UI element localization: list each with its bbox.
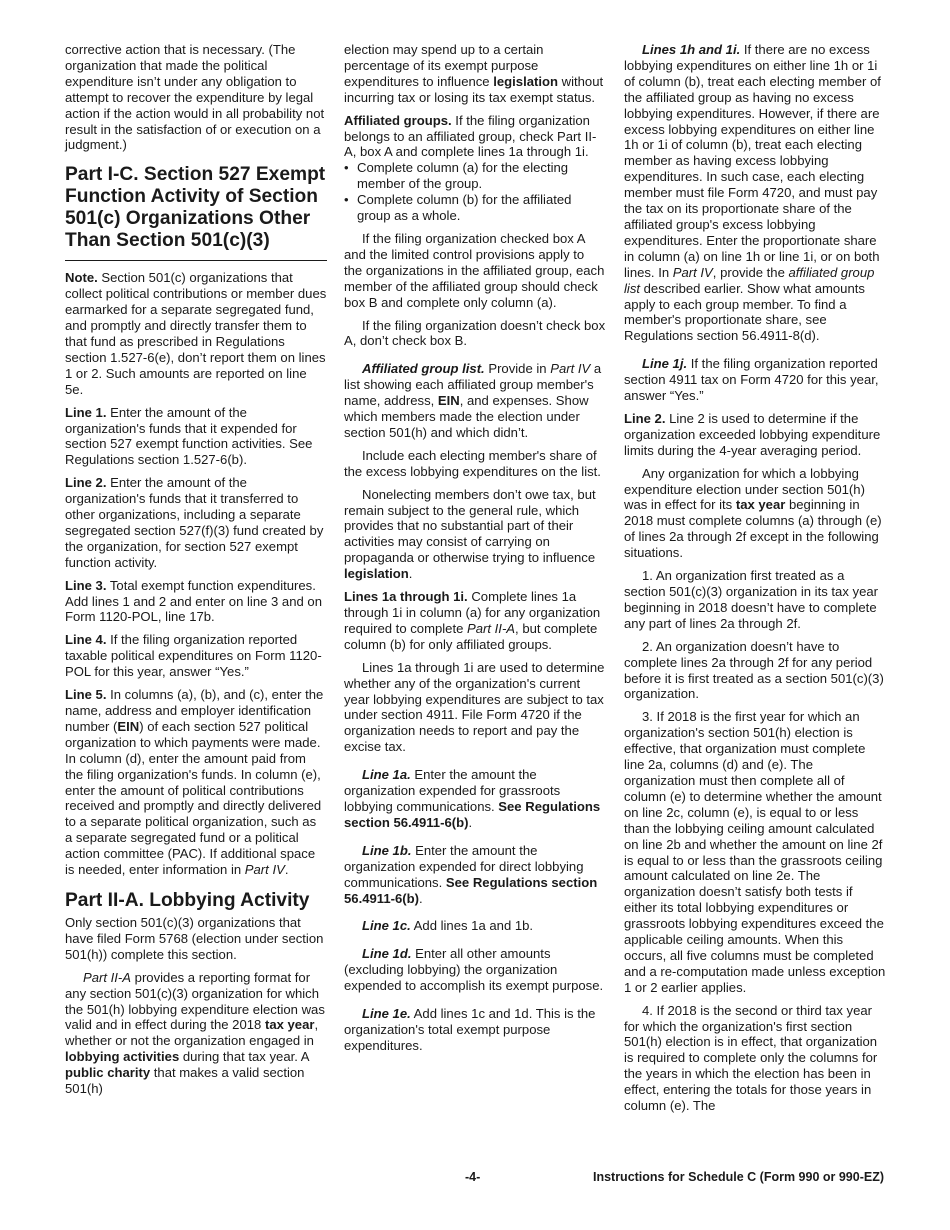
legislation-term: legislation [344, 566, 409, 582]
heading-part-ii-a: Part II-A. Lobbying Activity [65, 889, 310, 911]
box-a-paragraph: If the filing organization checked box A and the limited control provisions apply to the organizations in the affiliated group, each member of the affiliated group should check box B and complete only column (a). [344, 230, 605, 310]
line-1b-paragraph [344, 843, 606, 907]
part-ii-a-ref: Part II-A [83, 969, 132, 985]
regulations-reference: See Regulations section 56.4911-6(b) [344, 874, 598, 906]
line-3-text: Total exempt function expenditures. Add lines 1 and 2 and enter on line 3 and on Form 1120-POL, line 17b. [65, 577, 322, 625]
line-1-label: Line 1. [65, 404, 107, 420]
line-4-paragraph [65, 632, 327, 680]
any-organization-text: Any organization for which a lobbying expenditure election under section 501(h) was in effect for its [624, 465, 865, 513]
include-paragraph: Include each electing member's share of the excess lobbying expenditures on the list. [344, 447, 601, 479]
bullet-icon: • [344, 192, 349, 208]
line-4-label: Line 4. [65, 632, 107, 648]
agl-text-2: a list showing each affiliated group member's name, address, [344, 361, 602, 409]
affiliated-groups-paragraph [344, 113, 606, 161]
column-right [624, 42, 886, 1121]
part-iv-ref: Part IV [244, 862, 285, 878]
line-2-text: Enter the amount of the organization's funds that it transferred to other organizations, including a separate segregated section 527(f)(3) fund created by the organization, for section 527 exempt function activity. [65, 475, 324, 570]
nonelecting-end: . [408, 566, 413, 582]
bullet-text: Complete column (a) for the electing member of the group. [357, 160, 569, 192]
column-left [65, 42, 327, 1104]
line-2-paragraph [624, 411, 886, 459]
public-charity-term: public charity [65, 1065, 151, 1081]
lines-1h-1i-text: If there are no excess lobbying expenditures on either line 1h or 1i of column (b), treat each electing member of the affiliated group as having no excess lobbying expenditures. However, if there are excess lobbying expenditures on either line 1h or 1i of column (b), treat each electing member as having excess lobbying expenditures. In such case, each electing member must file Form 4720, and must pay the tax on its proportionate share of the affiliated group's excess lobbying expenditures. Enter the proportionate share in column (a) on line 1h or line 1i, or on both lines. In [624, 42, 881, 280]
line-1a-label: Line 1a. [362, 767, 411, 783]
line-5-paragraph [65, 687, 327, 878]
line-1a-text: Enter the amount the organization expended for grassroots lobbying communications. [344, 767, 561, 814]
list-item: 4. If 2018 is the second or third tax year for which the organization's first section 501(h) election is in effect, that organization is required to complete only the columns for the years in which the election has been in effect, entering the totals for those years in column (e). The [624, 1002, 878, 1114]
continuation-text: election may spend up to a certain percentage of its exempt purpose expenditures to influence [344, 42, 544, 89]
affiliated-group-list-paragraph [344, 361, 606, 441]
lines-1h-1i-paragraph [624, 42, 886, 344]
ein-term: EIN [437, 393, 460, 409]
lines-1a-1i-text: Complete lines 1a through 1i in column (a) for any organization required to complete [344, 589, 601, 636]
line-1e-text: Add lines 1c and 1d. This is the organization's total exempt purpose expenditures. [344, 1006, 596, 1053]
paragraph-continuation [344, 42, 606, 106]
legislation-term: legislation [493, 73, 558, 89]
line-3-paragraph [65, 578, 327, 626]
bullet-text: Complete column (b) for the affiliated group as a whole. [357, 192, 572, 224]
line-1a-end: . [468, 814, 473, 830]
affiliated-group-list-label: Affiliated group list. [362, 361, 485, 377]
part-iv-ref: Part IV [672, 264, 713, 280]
format-text: provides a reporting format for any section 501(c)(3) organization for which the 501(h) lobbying expenditure election was valid and in effect during the 2018 [65, 969, 325, 1033]
format-text-4: that makes a valid section 501(h) [65, 1065, 305, 1097]
line-4-text: If the filing organization reported taxable political expenditures on Form 1120-POL for this year, answer “Yes.” [65, 632, 322, 680]
any-organization-text-2: beginning in 2018 must complete columns (a) through (e) of lines 2a through 2f except in the following situations. [624, 497, 882, 561]
tax-year-term: tax year [264, 1017, 315, 1033]
line-1j-label: Line 1j. [642, 356, 688, 372]
line-1c-paragraph [344, 918, 606, 934]
part-ii-a-intro: Only section 501(c)(3) organizations that have filed Form 5768 (election under section 501(h)) complete this section. [65, 914, 324, 962]
no-box-paragraph: If the filing organization doesn’t check box A, don’t check box B. [344, 317, 606, 349]
lines-1a-1i-text-2: , but complete column (b) for only affiliated groups. [344, 620, 598, 652]
line-3-label: Line 3. [65, 577, 107, 593]
part-iv-ref: Part IV [550, 361, 591, 377]
affiliated-groups-text: If the filing organization belongs to an affiliated group, check Part II-A, box A and complete lines 1a through 1i. [344, 112, 597, 160]
heading-part-i-c: Part I-C. Section 527 Exempt Function Activity of Section 501(c) Organizations Other Than Section 501(c)(3) [65, 164, 327, 261]
lines-1h-1i-label: Lines 1h and 1i. [642, 42, 741, 57]
lobbying-activities-term: lobbying activities [65, 1049, 180, 1065]
list-item: 1. An organization first treated as a section 501(c)(3) organization in its tax year beginning in 2018 doesn’t have to complete any part of lines 2a through 2f. [624, 568, 878, 631]
line-2-paragraph [65, 475, 327, 570]
line-1b-text: Enter the amount the organization expended for direct lobbying communications. [344, 842, 584, 890]
any-organization-paragraph [624, 466, 886, 561]
bullet-item [344, 192, 606, 224]
nonelecting-text: Nonelecting members don’t owe tax, but remain subject to the general rule, which provides that no substantial part of their activities may consist of carrying on propaganda or otherwise trying to influence [344, 486, 596, 566]
agl-text-3: , and expenses. Show which members made the election under section 501(h) and which didn’t. [344, 393, 589, 440]
line-1c-label: Line 1c. [362, 918, 411, 934]
agl-text: Provide in [484, 361, 551, 377]
page-number: -4- [465, 1170, 481, 1184]
line-1-paragraph [65, 405, 327, 469]
note-text: Section 501(c) organizations that collect political contributions or member dues earmarked for a separate segregated fund, and promptly and directly transfer them to that fund as prescribed in Regulations section 1.527-6(e), don’t report them on lines 1 or 2. Such amounts are reported on line 5e. [65, 270, 327, 397]
line-1b-label: Line 1b. [362, 842, 412, 858]
line-1d-text: Enter all other amounts (excluding lobbying) the organization expended to accomplish its exempt purpose. [344, 946, 604, 994]
line-1c-text: Add lines 1a and 1b. [410, 918, 534, 934]
format-text-3: during that tax year. A [179, 1049, 309, 1065]
line-2-text: Line 2 is used to determine if the organization exceeded lobbying expenditure limits during the 4-year averaging period. [624, 410, 881, 458]
bullet-icon: • [344, 160, 349, 176]
line-1d-label: Line 1d. [362, 946, 412, 962]
lines-1a-1i-used-paragraph: Lines 1a through 1i are used to determine whether any of the organization's current year lobbying expenditures are subject to tax under section 4911. File Form 4720 if the organization needs to report and pay the excise tax. [344, 659, 605, 755]
footer-title: Instructions for Schedule C (Form 990 or 990-EZ) [592, 1170, 884, 1184]
line-5-end: . [284, 862, 289, 878]
line-2-label: Line 2. [624, 410, 666, 426]
list-item: 2. An organization doesn’t have to complete lines 2a through 2f for any period before it is first treated as a section 501(c)(3) organization. [624, 638, 884, 702]
line-5-text: In columns (a), (b), and (c), enter the name, address and employer identification number ( [65, 687, 324, 734]
line-2-label: Line 2. [65, 475, 107, 491]
line-1e-label: Line 1e. [362, 1006, 411, 1022]
bullet-item [344, 160, 606, 192]
continuation-text-2: without incurring tax or losing its tax exempt status. [344, 73, 604, 105]
line-1j-paragraph [624, 356, 886, 404]
line-1e-paragraph [344, 1006, 606, 1054]
line-5-text-cont: ) of each section 527 political organization to which payments were made. In column (d), enter the amount paid from the filing organization's funds. In column (e), enter the amount of political contributions received and promptly and directly delivered to a separate political organization, such as a separate segregated fund or a political action committee (PAC). If additional space is needed, enter information in [65, 718, 322, 878]
lines-1a-1i-paragraph [344, 589, 606, 653]
regulations-reference: See Regulations section 56.4911-6(b) [344, 798, 601, 830]
line-1b-end: . [418, 890, 423, 906]
note-paragraph [65, 270, 327, 397]
list-item: 3. If 2018 is the first year for which an organization's section 501(h) election is effective, that organization must complete line 2a, columns (d) and (e). The organization must then complete all of column (e) to determine whether the amount on line 2c, column (e), is equal to or less than the lobbying ceiling amount calculated on line 2b and whether the amount on line 2f is equal to or less than the grassroots ceiling amount calculated on line 2e. The organization doesn’t satisfy both tests if either its total lobbying expenditures or grassroots lobbying expenditures exceed the applicable ceiling amounts. When this occurs, all five columns must be completed and a re-computation made unless exception 1 or 2 earlier applies. [624, 709, 886, 995]
affiliated-groups-label: Affiliated groups. [344, 112, 452, 128]
affiliated-group-list-ref: affiliated group list [624, 264, 875, 296]
line-1-text: Enter the amount of the organization's funds that it expended for section 527 exempt function activities. See Regulations section 1.527-6(b). [65, 404, 313, 468]
format-text-2: , whether or not the organization engaged in [65, 1017, 319, 1049]
line-5-label: Line 5. [65, 687, 107, 703]
column-middle [344, 42, 606, 1061]
tax-year-term: tax year [735, 497, 786, 513]
line-1a-paragraph [344, 767, 606, 831]
part-ii-a-format-paragraph [65, 970, 327, 1097]
ein-term: EIN [117, 718, 140, 734]
part-ii-a-ref: Part II-A [467, 620, 516, 636]
note-label: Note. [65, 270, 98, 286]
paragraph-continuation: corrective action that is necessary. (The organization that made the political expenditure isn’t under any obligation to attempt to recover the expenditure by legal action if the action would in all probability not result in the satisfaction of or execution on a judgment.) [65, 42, 325, 153]
lines-1h-1i-text-3: described earlier. Show what amounts apply to each group member. To find a member's proportionate share, see Regulations section 56.4911-8(d). [624, 280, 865, 344]
line-1j-text: If the filing organization reported section 4911 tax on Form 4720 for this year, answer “Yes.” [624, 356, 879, 404]
lines-1h-1i-text-2: , provide the [712, 264, 789, 280]
lines-1a-1i-label: Lines 1a through 1i. [344, 589, 468, 605]
nonelecting-paragraph [344, 487, 606, 582]
line-1d-paragraph [344, 946, 606, 994]
